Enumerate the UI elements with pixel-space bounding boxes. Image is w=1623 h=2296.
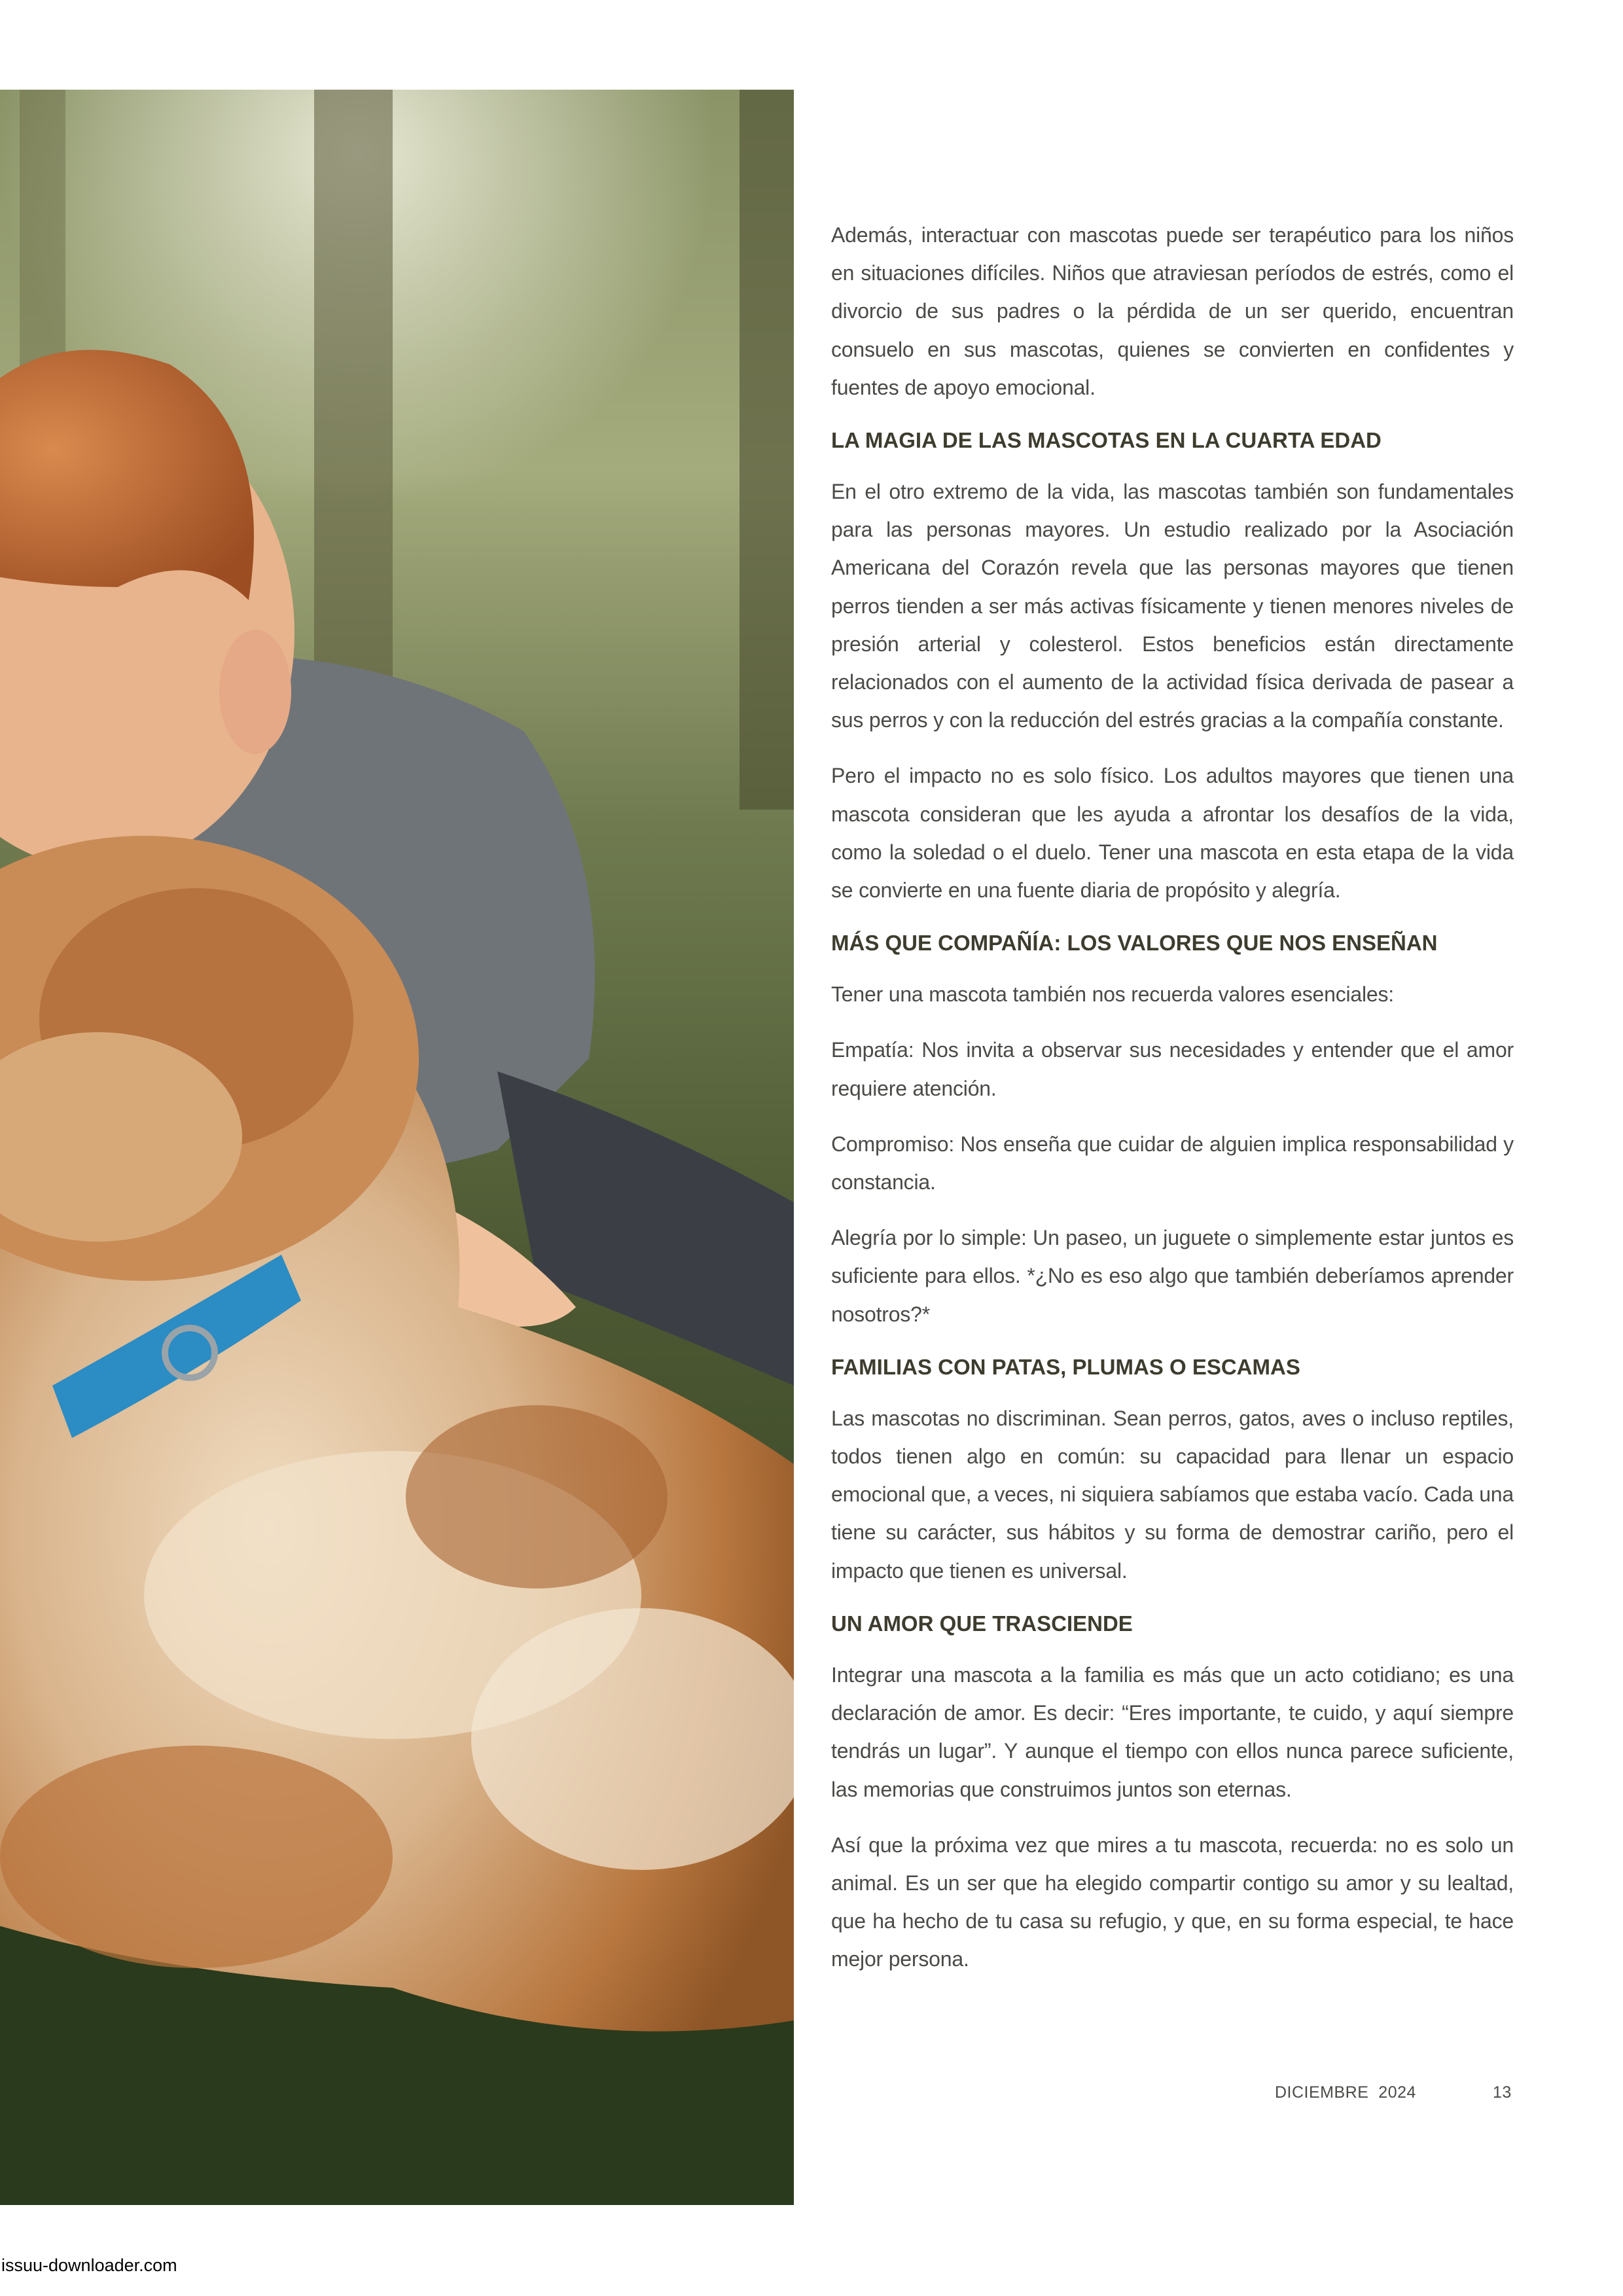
boy-hugging-dog-photo bbox=[0, 90, 794, 2205]
section-paragraph: Las mascotas no discriminan. Sean perros, gatos, aves o incluso reptiles, todos tienen algo en común: su capacidad para llenar un espacio emocional que, a veces, ni siquiera sabíamos que estaba vacío. Cada una tiene su carácter, sus hábitos y su forma de demostrar cariño, pero el impacto que tienen es universal. bbox=[831, 1406, 1514, 1583]
section-paragraph: En el otro extremo de la vida, las mascotas también son fundamentales para las personas mayores. Un estudio realizado por la Asociación Americana del Corazón revela que las personas mayores que tienen perros tienden a ser más activas físicamente y tienen menores niveles de presión arterial y colesterol. Estos beneficios están directamente relacionados con el aumento de la actividad física derivada de pasear a sus perros y con la reducción del estrés gracias a la compañía constante. bbox=[831, 480, 1514, 732]
intro-paragraph: Además, interactuar con mascotas puede ser terapéutico para los niños en situaciones difíciles. Niños que atraviesan períodos de estrés, como el divorcio de sus padres o la pérdida de un ser querido, encuentran consuelo en sus mascotas, quienes se convierten en confidentes y fuentes de apoyo emocional. bbox=[831, 223, 1514, 399]
section-heading-cuarta-edad: LA MAGIA DE LAS MASCOTAS EN LA CUARTA EDAD bbox=[831, 428, 1382, 453]
article-body bbox=[831, 216, 1514, 1996]
section-paragraph: Compromiso: Nos enseña que cuidar de alguien implica responsabilidad y constancia. bbox=[831, 1132, 1514, 1194]
section-paragraph: Alegría por lo simple: Un paseo, un juguete o simplemente estar juntos es suficiente para ellos. *¿No es eso algo que también deberíamos aprender nosotros?* bbox=[831, 1226, 1514, 1326]
section-paragraph: Integrar una mascota a la familia es más que un acto cotidiano; es una declaración de amor. Es decir: “Eres importante, te cuido, y aquí siempre tendrás un lugar”. Y aunque el tiempo con ellos nunca parece suficiente, las memorias que construimos juntos son eternas. bbox=[831, 1662, 1514, 1801]
section-paragraph: Empatía: Nos invita a observar sus necesidades y entender que el amor requiere atención. bbox=[831, 1038, 1514, 1100]
page-number: 13 bbox=[1493, 2083, 1512, 2102]
section-heading-amor: UN AMOR QUE TRASCIENDE bbox=[831, 1611, 1133, 1636]
section-heading-valores: MÁS QUE COMPAÑÍA: LOS VALORES QUE NOS ENSEÑAN bbox=[831, 931, 1438, 956]
section-heading-familias: FAMILIAS CON PATAS, PLUMAS O ESCAMAS bbox=[831, 1354, 1300, 1379]
section-paragraph: Así que la próxima vez que mires a tu mascota, recuerda: no es solo un animal. Es un ser que ha elegido compartir contigo su amor y su lealtad, que ha hecho de tu casa su refugio, y que, en su forma especial, te hace mejor persona. bbox=[831, 1833, 1514, 1971]
footer-issue-date: DICIEMBRE 2024 bbox=[1275, 2083, 1416, 2102]
section-paragraph: Tener una mascota también nos recuerda valores esenciales: bbox=[831, 982, 1394, 1007]
watermark-text: issuu-downloader.com bbox=[1, 2255, 177, 2275]
section-paragraph: Pero el impacto no es solo físico. Los adultos mayores que tienen una mascota consideran que les ayuda a afrontar los desafíos de la vida, como la soledad o el duelo. Tener una mascota en esta etapa de la vida se convierte en una fuente diaria de propósito y alegría. bbox=[831, 764, 1514, 903]
